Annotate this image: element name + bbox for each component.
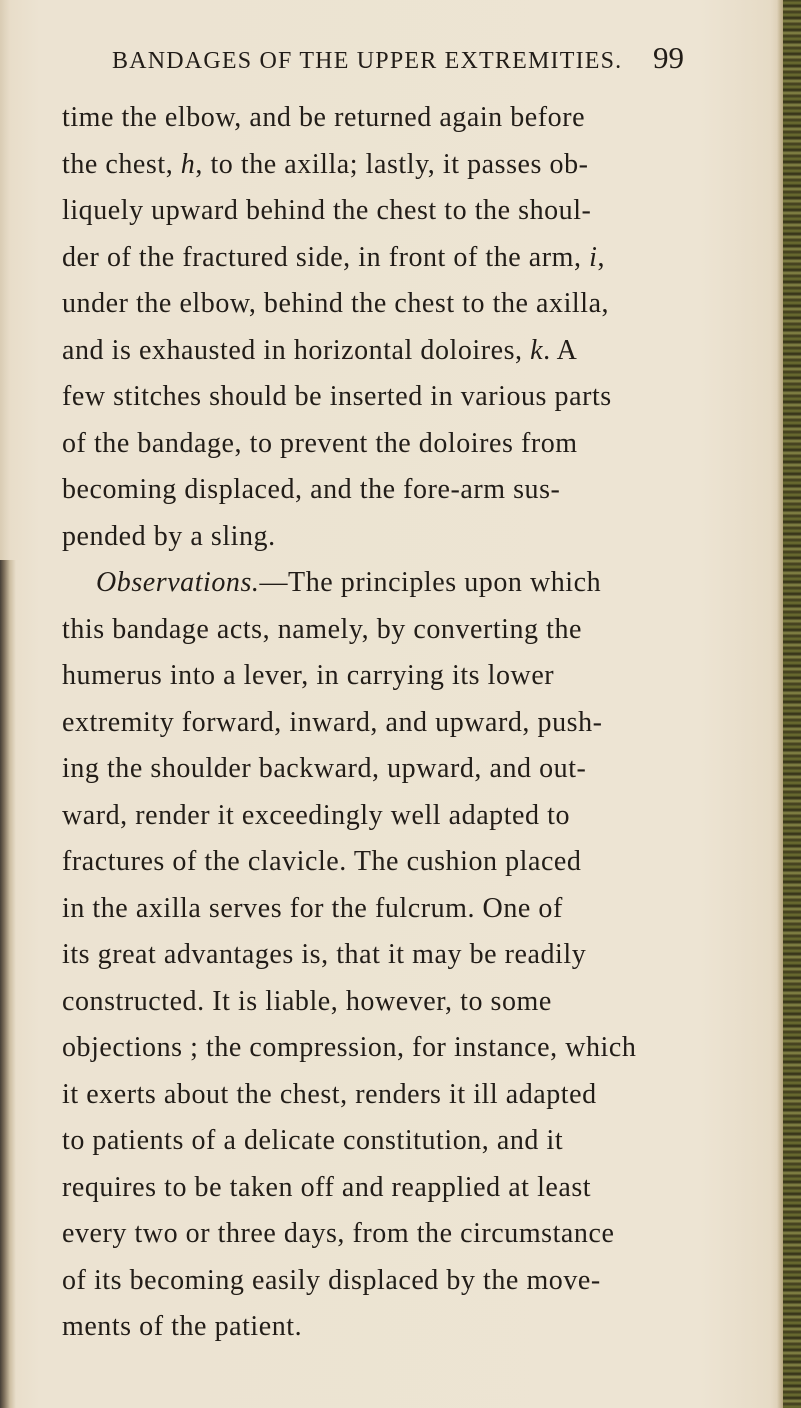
text-line: under the elbow, behind the chest to the axilla, xyxy=(62,288,610,319)
text-line: ward, render it exceedingly well adapted to xyxy=(62,799,571,831)
text-segment: the chest, xyxy=(62,148,181,180)
figure-letter: i xyxy=(589,241,598,273)
text-segment: . A xyxy=(543,334,578,366)
text-line: every two or three days, from the circumstance xyxy=(62,1218,615,1249)
paragraph-start-line xyxy=(62,560,692,607)
running-head: BANDAGES OF THE UPPER EXTREMITIES. xyxy=(112,48,623,74)
text-line: humerus into a lever, in carrying its lower xyxy=(62,660,555,691)
text-line: ing the shoulder backward, upward, and out- xyxy=(62,753,587,784)
text-line: objections ; the compression, for instance, which xyxy=(62,1032,637,1063)
text-line: of the bandage, to prevent the doloires from xyxy=(62,427,578,459)
text-line: of its becoming easily displaced by the move- xyxy=(62,1264,601,1296)
text-line: to patients of a delicate constitution, and it xyxy=(62,1125,564,1156)
text-segment: and is exhausted in horizontal doloires, xyxy=(62,334,531,366)
page-number: 99 xyxy=(653,40,684,75)
text-line: time the elbow, and be returned again before xyxy=(62,102,586,133)
text-segment: , to the axilla; lastly, it passes ob- xyxy=(195,148,589,180)
section-heading: Observations. xyxy=(96,567,260,598)
text-line: becoming displaced, and the fore-arm sus- xyxy=(62,474,561,505)
page-gutter-shadow xyxy=(0,560,16,1408)
body-text xyxy=(62,95,692,1351)
text-line: requires to be taken off and reapplied at least xyxy=(62,1171,592,1203)
text-line: fractures of the clavicle. The cushion placed xyxy=(62,846,582,877)
figure-letter: k xyxy=(530,334,544,366)
text-segment: —The principles upon which xyxy=(259,567,602,598)
figure-letter: h xyxy=(180,148,196,180)
text-line xyxy=(62,328,692,375)
text-segment: der of the fractured side, in front of the arm, xyxy=(62,241,590,273)
text-line: this bandage acts, namely, by converting the xyxy=(62,613,583,645)
book-cover-edge xyxy=(783,0,801,1408)
text-line: constructed. It is liable, however, to some xyxy=(62,985,552,1017)
text-line xyxy=(62,235,692,282)
text-line: its great advantages is, that it may be readily xyxy=(62,939,587,970)
text-line: liquely upward behind the chest to the shoul- xyxy=(62,195,592,226)
text-line: ments of the patient. xyxy=(62,1311,303,1342)
text-line: extremity forward, inward, and upward, push- xyxy=(62,706,603,738)
text-line: in the axilla serves for the fulcrum. One of xyxy=(62,892,563,924)
text-line: few stitches should be inserted in various parts xyxy=(62,381,612,412)
text-segment: , xyxy=(597,241,605,273)
text-line: it exerts about the chest, renders it ill adapted xyxy=(62,1078,597,1110)
page-header xyxy=(112,40,684,80)
text-line: pended by a sling. xyxy=(62,520,276,552)
text-line xyxy=(62,142,692,189)
